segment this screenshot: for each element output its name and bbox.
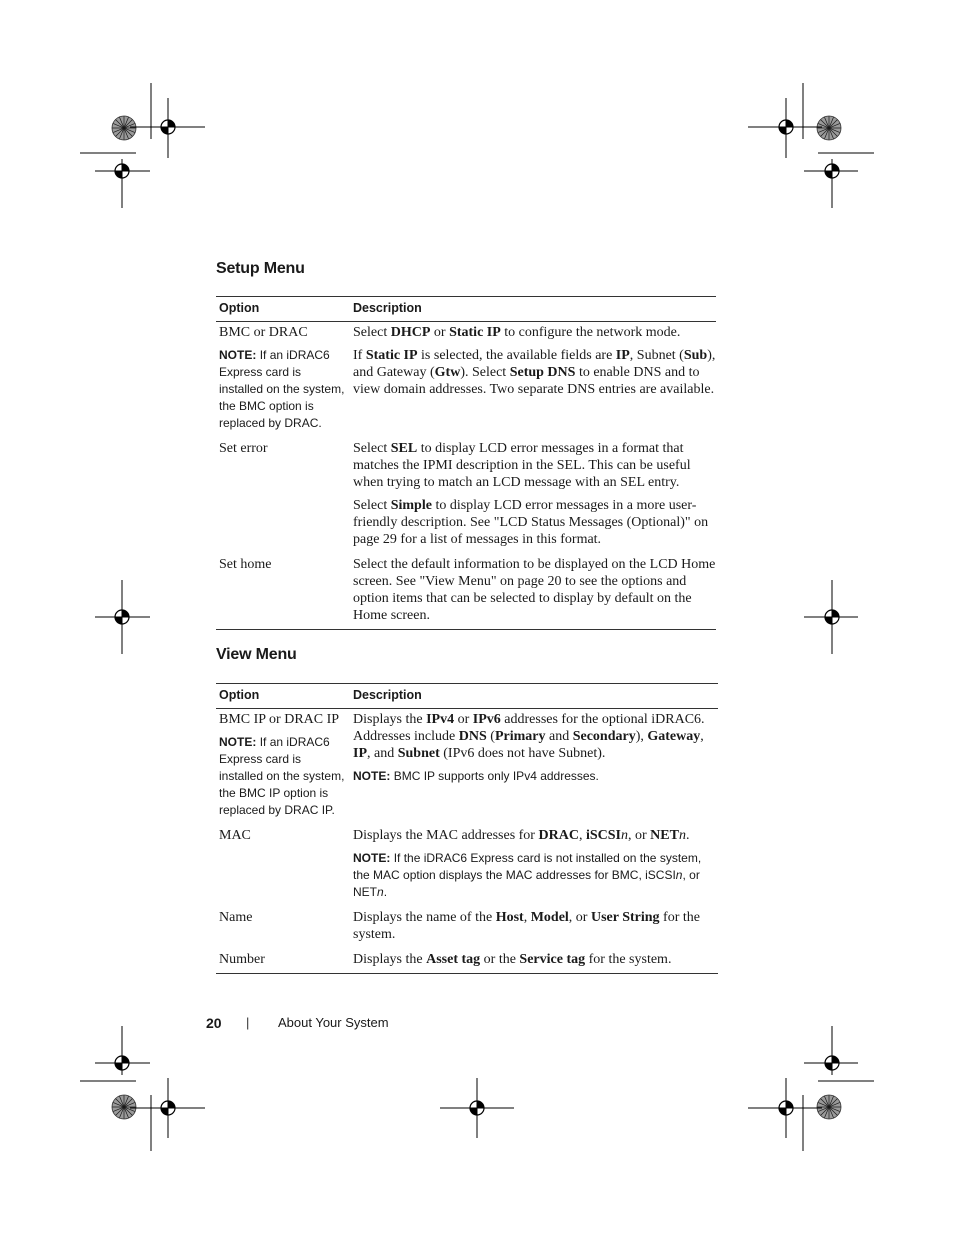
text-run: or the bbox=[480, 952, 520, 967]
option-cell bbox=[216, 554, 350, 630]
table-row bbox=[216, 554, 716, 630]
note-label: NOTE: bbox=[353, 769, 391, 783]
text-run: Displays the name of the bbox=[353, 910, 496, 925]
bold-term: Gateway bbox=[647, 729, 701, 744]
text-run: to display LCD error messages in a format that matches the IPMI description in the SEL. This can be useful when trying to match an LCD message with an SEL entry. bbox=[353, 441, 691, 490]
option-column-header: Option bbox=[216, 297, 350, 322]
description-paragraph bbox=[353, 497, 716, 548]
text-run: Select bbox=[353, 498, 391, 513]
text-run: If bbox=[353, 348, 366, 363]
option-name: Set home bbox=[219, 557, 272, 572]
bold-term: IPv6 bbox=[472, 712, 501, 727]
text-run: to enable DNS and to view domain addresses. Two separate DNS entries are available. bbox=[353, 365, 715, 397]
bold-term: Secondary bbox=[572, 729, 636, 744]
description-column-header: Description bbox=[350, 684, 718, 709]
text-run: Select bbox=[353, 325, 391, 340]
description-cell bbox=[350, 949, 718, 974]
text-run: Select bbox=[353, 441, 391, 456]
table-header-row bbox=[216, 297, 716, 322]
note-label: NOTE: bbox=[219, 735, 257, 749]
bold-term: DHCP bbox=[390, 325, 431, 340]
footer-separator: | bbox=[246, 1015, 250, 1030]
text-run: Displays the bbox=[353, 952, 427, 967]
table-row bbox=[216, 825, 718, 907]
bold-term: IP bbox=[615, 348, 630, 363]
note-text: If the iDRAC6 Express card is not installed on the system, the MAC option displays the MAC addresses for BMC, iSCSI bbox=[353, 851, 702, 882]
text-run: for the system. bbox=[585, 952, 672, 967]
text-run: is selected, the available fields are bbox=[417, 348, 616, 363]
text-run: Displays the bbox=[353, 712, 427, 727]
bold-term: Host bbox=[495, 910, 524, 925]
text-run: , Subnet ( bbox=[629, 348, 684, 363]
text-run: or bbox=[430, 325, 450, 340]
footer-chapter-title: About Your System bbox=[278, 1015, 389, 1030]
text-run: n bbox=[620, 828, 628, 843]
text-run: . bbox=[685, 828, 690, 843]
text-run: Select the default information to be displayed on the LCD Home screen. See "View Menu" on page 20 to see the options and option items that can be selected to display by default on the Home screen. bbox=[353, 557, 716, 623]
note-text: , or NET bbox=[353, 868, 700, 899]
text-run: ). Select bbox=[460, 365, 510, 380]
option-name: BMC or DRAC bbox=[219, 325, 308, 340]
description-paragraph bbox=[353, 951, 718, 968]
table-row bbox=[216, 438, 716, 554]
table-header-row bbox=[216, 684, 718, 709]
option-cell bbox=[216, 825, 350, 907]
bold-term: DNS bbox=[458, 729, 487, 744]
text-run: , or bbox=[568, 910, 591, 925]
option-cell bbox=[216, 949, 350, 974]
table-row bbox=[216, 907, 718, 949]
bold-term: Asset tag bbox=[426, 952, 481, 967]
description-cell bbox=[350, 438, 716, 554]
bold-term: IP bbox=[353, 746, 367, 761]
description-paragraph bbox=[353, 347, 716, 398]
bold-term: Service tag bbox=[519, 952, 586, 967]
bold-term: User String bbox=[590, 910, 660, 925]
note-text: . bbox=[383, 885, 388, 899]
bold-term: Static IP bbox=[365, 348, 418, 363]
text-run: , bbox=[700, 729, 704, 744]
view-menu-rows bbox=[216, 709, 718, 974]
table-row bbox=[216, 322, 716, 439]
bold-term: iSCSI bbox=[585, 828, 621, 843]
option-column-header: Option bbox=[216, 684, 350, 709]
description-paragraph bbox=[353, 909, 718, 943]
text-run: ), and Gateway ( bbox=[353, 348, 716, 380]
view-menu-heading: View Menu bbox=[216, 646, 297, 663]
text-run: Displays the MAC addresses for bbox=[353, 828, 539, 843]
note-text: n bbox=[377, 885, 384, 899]
description-cell bbox=[350, 554, 716, 630]
text-run: to display LCD error messages in a more user-friendly description. See "LCD Status Messages (Optional)" on page 29 for a list of messages in this format. bbox=[353, 498, 709, 547]
option-cell bbox=[216, 438, 350, 554]
text-run: , or bbox=[627, 828, 651, 843]
text-run: ( bbox=[486, 729, 495, 744]
setup-menu-table bbox=[216, 296, 716, 630]
bold-term: Static IP bbox=[449, 325, 501, 340]
description-paragraph bbox=[353, 711, 718, 762]
bold-term: Model bbox=[530, 910, 569, 925]
text-run: n bbox=[678, 828, 686, 843]
option-cell bbox=[216, 322, 350, 439]
note-label: NOTE: bbox=[353, 851, 391, 865]
text-run: for the system. bbox=[353, 910, 700, 942]
option-name: Name bbox=[219, 910, 253, 925]
option-name: Number bbox=[219, 952, 265, 967]
note-text: If an iDRAC6 Express card is installed on the system, the BMC option is replaced by DRAC. bbox=[219, 348, 345, 430]
text-run: ), bbox=[635, 729, 648, 744]
bold-term: NET bbox=[650, 828, 679, 843]
description-cell bbox=[350, 825, 718, 907]
option-name: MAC bbox=[219, 828, 251, 843]
option-note bbox=[219, 347, 348, 432]
bold-term: IPv4 bbox=[426, 712, 455, 727]
text-run: , bbox=[523, 910, 531, 925]
note-text: If an iDRAC6 Express card is installed on the system, the BMC IP option is replaced by DRAC IP. bbox=[219, 735, 345, 817]
text-run: and bbox=[545, 729, 573, 744]
setup-menu-rows bbox=[216, 322, 716, 630]
bold-term: Simple bbox=[390, 498, 432, 513]
note-text: BMC IP supports only IPv4 addresses. bbox=[393, 769, 599, 783]
bold-term: Sub bbox=[683, 348, 708, 363]
bold-term: SEL bbox=[390, 441, 418, 456]
description-paragraph bbox=[353, 827, 718, 844]
bold-term: Gtw bbox=[434, 365, 461, 380]
setup-menu-heading: Setup Menu bbox=[216, 260, 305, 277]
text-run: , bbox=[578, 828, 586, 843]
text-run: addresses for the optional iDRAC6. Addresses include bbox=[353, 712, 705, 744]
description-paragraph bbox=[353, 850, 718, 901]
bold-term: Setup DNS bbox=[509, 365, 576, 380]
description-paragraph bbox=[353, 768, 718, 785]
text-run: to configure the network mode. bbox=[500, 325, 681, 340]
description-cell bbox=[350, 322, 716, 439]
view-menu-table bbox=[216, 683, 718, 974]
option-name: Set error bbox=[219, 441, 268, 456]
page-number: 20 bbox=[206, 1015, 222, 1031]
description-paragraph bbox=[353, 324, 716, 341]
bold-term: DRAC bbox=[538, 828, 579, 843]
description-cell bbox=[350, 907, 718, 949]
bold-term: Subnet bbox=[397, 746, 440, 761]
description-cell bbox=[350, 709, 718, 826]
table-row bbox=[216, 709, 718, 826]
option-cell bbox=[216, 907, 350, 949]
text-run: or bbox=[454, 712, 473, 727]
note-label: NOTE: bbox=[219, 348, 257, 362]
text-run: , and bbox=[367, 746, 398, 761]
bold-term: Primary bbox=[494, 729, 546, 744]
description-paragraph bbox=[353, 440, 716, 491]
option-name: BMC IP or DRAC IP bbox=[219, 712, 340, 727]
text-run: (IPv6 does not have Subnet). bbox=[439, 746, 606, 761]
note-text: n bbox=[675, 868, 683, 882]
description-paragraph bbox=[353, 556, 716, 624]
table-row bbox=[216, 949, 718, 974]
description-column-header: Description bbox=[350, 297, 716, 322]
option-note bbox=[219, 734, 348, 819]
option-cell bbox=[216, 709, 350, 826]
